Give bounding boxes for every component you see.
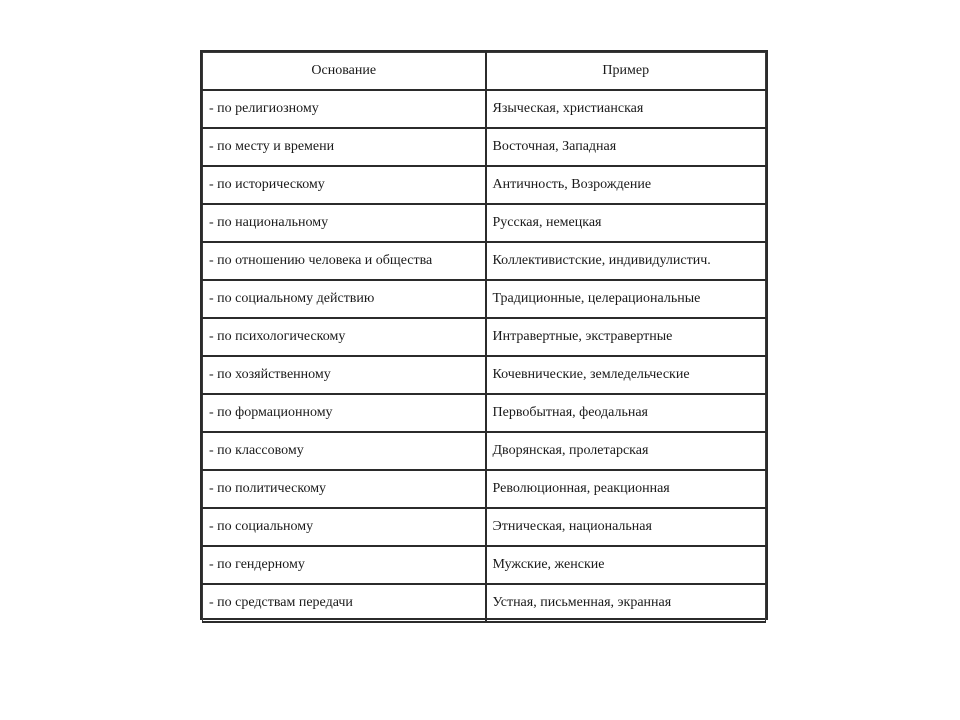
example-cell: Языческая, христианская — [486, 90, 766, 128]
table-row — [203, 508, 766, 546]
basis-cell: - по психологическому — [203, 318, 486, 356]
table-row — [203, 356, 766, 394]
example-cell: Революционная, реакционная — [486, 470, 766, 508]
table-row — [203, 128, 766, 166]
basis-cell: - по хозяйственному — [203, 356, 486, 394]
basis-cell: - по средствам передачи — [203, 584, 486, 622]
table-row — [203, 90, 766, 128]
classification-table — [202, 52, 766, 623]
table-row — [203, 584, 766, 622]
example-cell: Интравертные, экстравертные — [486, 318, 766, 356]
table-row — [203, 432, 766, 470]
basis-cell: - по месту и времени — [203, 128, 486, 166]
basis-cell: - по религиозному — [203, 90, 486, 128]
basis-cell: - по национальному — [203, 204, 486, 242]
table-row — [203, 166, 766, 204]
example-cell: Этническая, национальная — [486, 508, 766, 546]
example-cell: Дворянская, пролетарская — [486, 432, 766, 470]
example-cell: Устная, письменная, экранная — [486, 584, 766, 622]
example-cell: Восточная, Западная — [486, 128, 766, 166]
example-cell: Первобытная, феодальная — [486, 394, 766, 432]
example-cell: Коллективистские, индивидулистич. — [486, 242, 766, 280]
basis-cell: - по отношению человека и общества — [203, 242, 486, 280]
example-cell: Античность, Возрождение — [486, 166, 766, 204]
example-cell: Кочевнические, земледельческие — [486, 356, 766, 394]
basis-cell: - по формационному — [203, 394, 486, 432]
table-row — [203, 546, 766, 584]
example-cell: Мужские, женские — [486, 546, 766, 584]
basis-cell: - по классовому — [203, 432, 486, 470]
header-basis: Основание — [203, 53, 486, 91]
table-row — [203, 394, 766, 432]
table-row — [203, 318, 766, 356]
basis-cell: - по историческому — [203, 166, 486, 204]
table-header-row — [203, 53, 766, 91]
table-row — [203, 280, 766, 318]
table-row — [203, 204, 766, 242]
example-cell: Традиционные, целерациональные — [486, 280, 766, 318]
basis-cell: - по гендерному — [203, 546, 486, 584]
basis-cell: - по социальному действию — [203, 280, 486, 318]
header-example: Пример — [486, 53, 766, 91]
table-row — [203, 242, 766, 280]
basis-cell: - по социальному — [203, 508, 486, 546]
classification-table-container — [200, 50, 768, 620]
basis-cell: - по политическому — [203, 470, 486, 508]
table-row — [203, 470, 766, 508]
example-cell: Русская, немецкая — [486, 204, 766, 242]
